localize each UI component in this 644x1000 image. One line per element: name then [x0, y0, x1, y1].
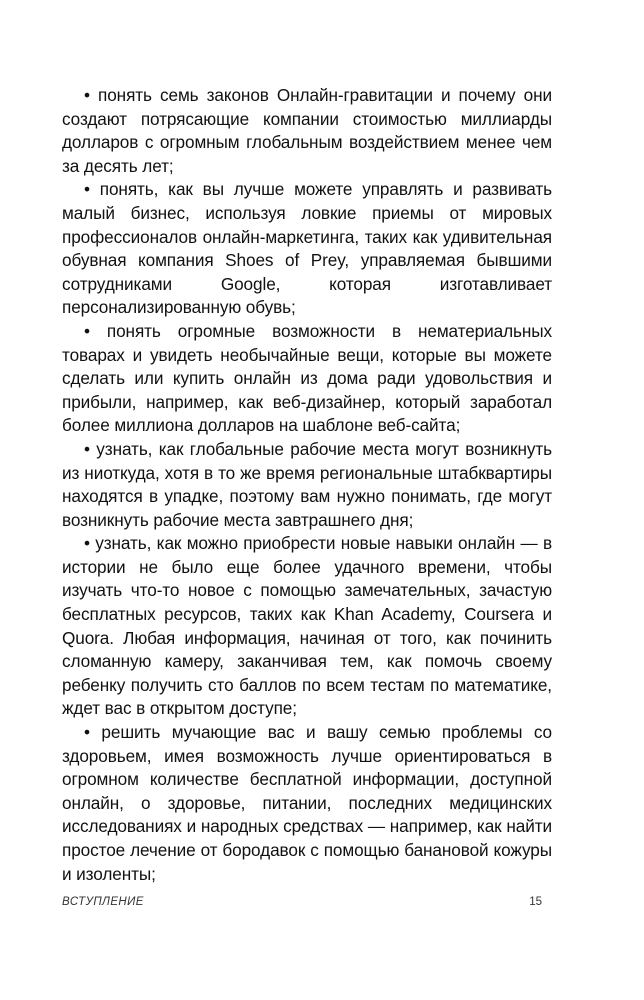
running-section-title: ВСТУПЛЕНИЕ: [62, 896, 144, 908]
page-footer: [62, 896, 542, 912]
bullet-paragraph-1: • понять семь законов Онлайн-гравитации и почему они создают потрясающие компании стоимостью миллиарды долларов с огромным глобальным воздействием менее чем за десять лет;: [62, 85, 552, 176]
bullet-paragraph-4: • узнать, как глобальные рабочие места могут возникнуть из ниоткуда, хотя в то же время региональные штабквартиры находятся в упадке, поэтому вам нужно понимать, где могут возникнуть рабочие места завтрашнего дня;: [62, 438, 552, 530]
bullet-paragraph-3: • понять огромные возможности в нематериальных товарах и увидеть необычайные вещи, которые вы можете сделать или купить онлайн из дома ради удовольствия и прибыли, например, как веб-дизайнер, который заработал более миллиона долларов на шаблоне веб-сайта;: [62, 320, 552, 436]
page-body: [62, 84, 552, 886]
bullet-paragraph-6: • решить мучающие вас и вашу семью проблемы со здоровьем, имея возможность лучше ориентироваться в огромном количестве бесплатной информации, доступной онлайн, о здоровье, питании, последних медицинских исследованиях и народных средствах — например, как найти простое лечение от бородавок с помощью банановой кожуры и изоленты;: [62, 722, 552, 884]
bullet-paragraph-2: • понять, как вы лучше можете управлять и развивать малый бизнес, используя ловкие приемы от мировых профессионалов онлайн-маркетинга, таких как удивительная обувная компания Shoes of Prey, управляемая бывшими сотрудниками Google, которая изготавливает персонализированную обувь;: [62, 179, 552, 318]
bullet-paragraph-5: • узнать, как можно приобрести новые навыки онлайн — в истории не было еще более удачного времени, чтобы изучать что-то новое с помощью замечательных, зачастую бесплатных ресурсов, таких как Khan Academy, Coursera и Quora. Любая информация, начиная от того, как починить сломанную камеру, заканчивая тем, как помочь своему ребенку получить сто баллов по всем тестам по математике, ждет вас в открытом доступе;: [62, 533, 552, 719]
page-number: 15: [529, 896, 542, 908]
